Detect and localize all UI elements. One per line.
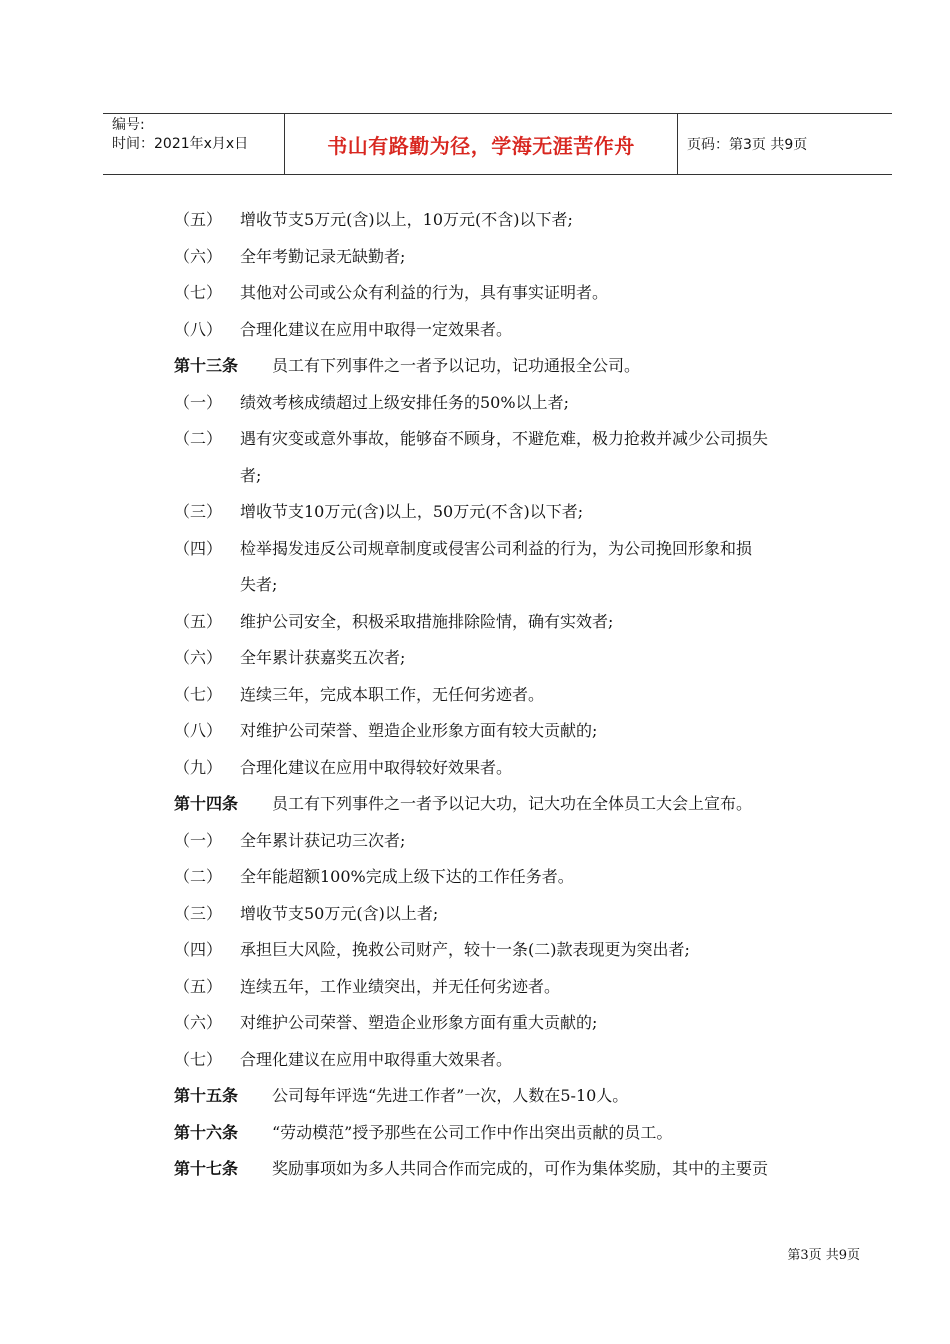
article-number: 第十四条 bbox=[174, 794, 239, 813]
list-item bbox=[174, 531, 864, 568]
item-marker: （七） bbox=[174, 684, 223, 704]
line-text: 全年考勤记录无缺勤者; bbox=[240, 246, 406, 266]
article-line bbox=[174, 1115, 864, 1152]
article-line bbox=[174, 1078, 864, 1115]
list-item bbox=[174, 750, 864, 787]
line-text: 承担巨大风险，挽救公司财产，较十一条(二)款表现更为突出者; bbox=[240, 940, 690, 959]
article-number: 第十五条 bbox=[174, 1086, 239, 1105]
article-number: 第十三条 bbox=[174, 356, 239, 375]
item-marker: （九） bbox=[174, 757, 223, 777]
document-header bbox=[103, 113, 892, 175]
line-text: 连续五年，工作业绩突出，并无任何劣迹者。 bbox=[240, 976, 561, 996]
item-marker: （三） bbox=[174, 502, 223, 521]
list-item bbox=[174, 969, 864, 1006]
line-text: 员工有下列事件之一者予以记大功，记大功在全体员工大会上宣布。 bbox=[272, 794, 753, 813]
line-text: 员工有下列事件之一者予以记功，记功通报全公司。 bbox=[272, 356, 641, 375]
line-text: 检举揭发违反公司规章制度或侵害公司利益的行为，为公司挽回形象和损 bbox=[240, 538, 753, 558]
line-text: 全年累计获嘉奖五次者; bbox=[240, 648, 406, 667]
continuation-line bbox=[174, 458, 864, 495]
item-marker: （三） bbox=[174, 903, 223, 923]
list-item bbox=[174, 1005, 864, 1042]
item-marker: （八） bbox=[174, 319, 223, 339]
item-marker: （五） bbox=[174, 976, 223, 996]
line-text: 对维护公司荣誉、塑造企业形象方面有较大贡献的; bbox=[240, 721, 598, 740]
item-marker: （八） bbox=[174, 721, 223, 740]
list-item bbox=[174, 932, 864, 969]
list-item bbox=[174, 604, 864, 641]
item-marker: （一） bbox=[174, 392, 223, 412]
article-number: 第十七条 bbox=[174, 1159, 239, 1178]
line-text: 连续三年，完成本职工作，无任何劣迹者。 bbox=[240, 684, 545, 704]
item-marker: （二） bbox=[174, 867, 223, 886]
line-text: 增收节支5万元(含)以上，10万元(不含)以下者; bbox=[240, 210, 573, 229]
line-text: 合理化建议在应用中取得一定效果者。 bbox=[240, 319, 513, 339]
line-text: 增收节支50万元(含)以上者; bbox=[240, 903, 439, 923]
list-item bbox=[174, 385, 864, 422]
line-text: 失者; bbox=[240, 575, 278, 594]
item-marker: （一） bbox=[174, 830, 223, 850]
line-text: 者; bbox=[240, 465, 262, 485]
item-marker: （七） bbox=[174, 1049, 223, 1069]
item-marker: （六） bbox=[174, 246, 223, 266]
item-marker: （七） bbox=[174, 283, 223, 302]
list-item bbox=[174, 713, 864, 750]
continuation-line bbox=[174, 567, 864, 604]
article-number: 第十六条 bbox=[174, 1122, 239, 1142]
list-item bbox=[174, 239, 864, 276]
item-marker: （六） bbox=[174, 1013, 223, 1032]
list-item bbox=[174, 859, 864, 896]
list-item bbox=[174, 312, 864, 349]
line-text: 绩效考核成绩超过上级安排任务的50%以上者; bbox=[240, 392, 569, 412]
list-item bbox=[174, 896, 864, 933]
line-text: 维护公司安全，积极采取措施排除险情，确有实效者; bbox=[240, 611, 614, 631]
item-marker: （五） bbox=[174, 210, 223, 229]
article-line bbox=[174, 1151, 864, 1188]
list-item bbox=[174, 494, 864, 531]
item-marker: （五） bbox=[174, 611, 223, 631]
header-meta-cell bbox=[103, 114, 285, 174]
list-item bbox=[174, 202, 864, 239]
line-text: 遇有灾变或意外事故，能够奋不顾身，不避危难，极力抢救并减少公司损失 bbox=[240, 429, 769, 448]
item-marker: （二） bbox=[174, 429, 223, 448]
list-item bbox=[174, 640, 864, 677]
list-item bbox=[174, 421, 864, 458]
line-text: “劳动模范”授予那些在公司工作中作出突出贡献的员工。 bbox=[272, 1122, 673, 1142]
time-label: 时间：2021年x月x日 bbox=[112, 136, 249, 152]
item-marker: （四） bbox=[174, 940, 223, 959]
document-body bbox=[174, 202, 864, 1188]
list-item bbox=[174, 275, 864, 312]
header-motto: 书山有路勤为径，学海无涯苦作舟 bbox=[285, 114, 678, 174]
item-marker: （四） bbox=[174, 538, 223, 558]
list-item bbox=[174, 823, 864, 860]
list-item bbox=[174, 677, 864, 714]
line-text: 公司每年评选“先进工作者”一次，人数在5-10人。 bbox=[272, 1086, 629, 1105]
item-marker: （六） bbox=[174, 648, 223, 667]
line-text: 奖励事项如为多人共同合作而完成的，可作为集体奖励，其中的主要贡 bbox=[272, 1159, 769, 1178]
line-text: 合理化建议在应用中取得重大效果者。 bbox=[240, 1049, 513, 1069]
header-page-label: 页码：第3页 共9页 bbox=[687, 137, 808, 153]
line-text: 全年能超额100%完成上级下达的工作任务者。 bbox=[240, 867, 574, 886]
line-text: 增收节支10万元(含)以上，50万元(不含)以下者; bbox=[240, 502, 584, 521]
line-text: 合理化建议在应用中取得较好效果者。 bbox=[240, 757, 513, 777]
line-text: 对维护公司荣誉、塑造企业形象方面有重大贡献的; bbox=[240, 1013, 598, 1032]
page-footer: 第3页 共9页 bbox=[787, 1248, 860, 1263]
article-line bbox=[174, 786, 864, 823]
article-line bbox=[174, 348, 864, 385]
number-label: 编号: bbox=[112, 117, 145, 133]
line-text: 其他对公司或公众有利益的行为，具有事实证明者。 bbox=[240, 283, 609, 302]
line-text: 全年累计获记功三次者; bbox=[240, 830, 406, 850]
list-item bbox=[174, 1042, 864, 1079]
